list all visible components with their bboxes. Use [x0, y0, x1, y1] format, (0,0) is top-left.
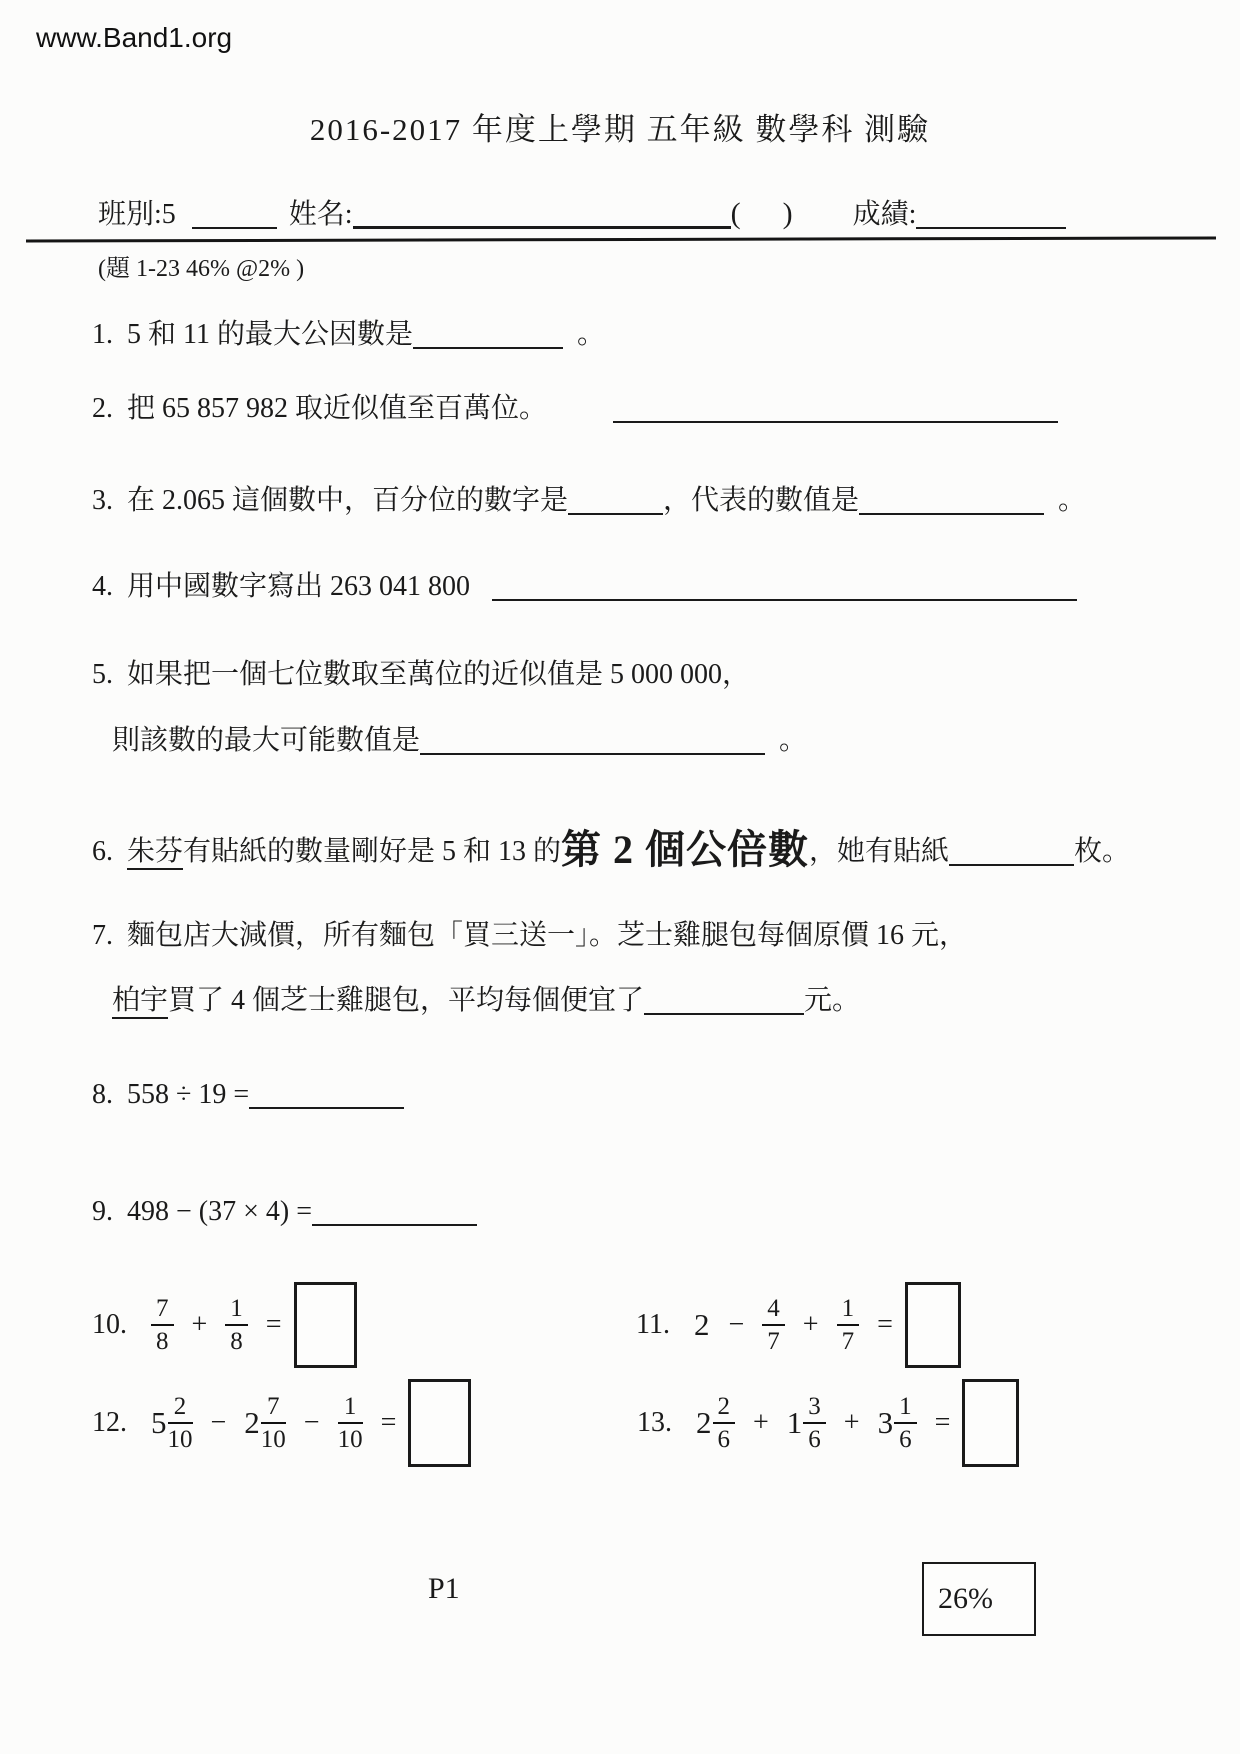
question-text: 買了 4 個芝士雞腿包，平均每個便宜了 [168, 985, 645, 1016]
answer-box [294, 1282, 357, 1368]
question-9 [92, 1193, 477, 1228]
question-text: 把 65 857 982 取近似值至百萬位。 [127, 393, 548, 424]
student-name-underlined: 柏宇 [112, 985, 168, 1019]
question-number: 5. [92, 659, 113, 690]
question-number: 6. [92, 836, 113, 867]
whole-number: 1 [786, 1405, 803, 1440]
numerator: 7 [151, 1296, 174, 1326]
fraction [168, 1394, 193, 1452]
denominator: 10 [167, 1426, 193, 1453]
denominator: 7 [767, 1328, 780, 1355]
equals-sign: = [877, 1309, 893, 1340]
score-weight-badge [922, 1562, 1036, 1636]
question-8 [92, 1076, 404, 1111]
question-text: 枚。 [1074, 836, 1131, 867]
question-13 [637, 1378, 1019, 1468]
denominator: 10 [260, 1426, 286, 1453]
question-4 [92, 564, 1077, 604]
question-text-bold: 第 2 個公倍數 [561, 827, 810, 872]
score-weight-value: 26% [938, 1582, 993, 1615]
question-text: ，代表的數值是 [663, 485, 860, 516]
whole-number: 2 [696, 1405, 712, 1440]
student-info-row [98, 192, 1180, 232]
question-text: 在 2.065 這個數中，百分位的數字是 [127, 485, 569, 516]
paren-close: ) [782, 197, 793, 230]
numerator: 1 [837, 1296, 860, 1326]
numerator: 1 [338, 1394, 363, 1424]
question-expression: 558 ÷ 19 = [127, 1079, 250, 1111]
marks-note: (題 1-23 46% @2% ) [98, 256, 305, 282]
answer-blank [413, 322, 563, 349]
fraction [713, 1394, 736, 1452]
equals-sign: = [380, 1407, 397, 1438]
period: 。 [576, 319, 605, 350]
question-number: 1. [92, 319, 113, 350]
equals-sign: = [934, 1407, 951, 1438]
period: 。 [779, 725, 808, 756]
equals-sign: = [265, 1309, 282, 1340]
fraction [894, 1394, 917, 1452]
whole-number: 3 [877, 1405, 894, 1440]
fraction [151, 1296, 174, 1354]
question-text: 有貼紙的數量剛好是 5 和 13 的 [183, 836, 562, 867]
whole-number: 2 [693, 1307, 710, 1342]
numerator: 1 [894, 1394, 917, 1424]
answer-box [962, 1379, 1019, 1467]
page-number: P1 [428, 1572, 460, 1605]
answer-blank [949, 839, 1074, 866]
fraction [261, 1394, 286, 1452]
mixed-number [878, 1394, 917, 1452]
answer-blank [312, 1199, 477, 1226]
numerator: 2 [168, 1394, 193, 1424]
name-blank [353, 201, 731, 229]
answer-blank [568, 488, 663, 515]
answer-box [905, 1282, 961, 1368]
score-blank [916, 202, 1066, 229]
question-2 [92, 386, 1058, 426]
question-3 [92, 478, 1086, 518]
mixed-number [696, 1394, 735, 1452]
answer-blank [613, 396, 1058, 423]
question-6 [92, 818, 1130, 875]
score-label: 成績: [852, 199, 917, 230]
numerator: 3 [803, 1394, 826, 1424]
period: 。 [1058, 485, 1087, 516]
answer-blank [492, 574, 1077, 601]
answer-blank [420, 728, 765, 755]
answer-box [408, 1379, 471, 1467]
operator: + [843, 1407, 860, 1438]
numerator: 2 [713, 1394, 736, 1424]
question-text: 如果把一個七位數取至萬位的近似值是 5 000 000， [127, 659, 751, 690]
question-12 [92, 1378, 471, 1468]
exam-title: 2016-2017 年度上學期 五年級 數學科 測驗 [309, 112, 931, 147]
question-5-line1 [92, 652, 750, 692]
question-number: 11. [636, 1309, 670, 1340]
operator: + [753, 1407, 769, 1438]
student-name-underlined: 朱芬 [127, 836, 183, 870]
question-number: 2. [92, 393, 113, 424]
denominator: 10 [337, 1426, 363, 1453]
question-expression: 498 − (37 × 4) = [127, 1196, 313, 1228]
numerator: 4 [762, 1296, 785, 1326]
operator: − [303, 1407, 320, 1438]
question-7-line1 [92, 913, 967, 953]
question-5-line2 [112, 718, 807, 758]
paren-open: ( [730, 197, 741, 230]
fraction [762, 1296, 785, 1354]
mixed-number [787, 1394, 826, 1452]
question-number: 9. [92, 1196, 113, 1228]
fraction [837, 1296, 860, 1354]
question-text: ，她有貼紙 [809, 836, 950, 867]
question-number: 3. [92, 485, 113, 516]
denominator: 6 [899, 1426, 912, 1453]
fraction [803, 1394, 826, 1452]
numerator: 7 [261, 1394, 286, 1424]
whole-number: 2 [244, 1405, 260, 1440]
question-number: 4. [92, 571, 113, 602]
class-label: 班別:5 [98, 199, 176, 230]
denominator: 6 [808, 1426, 821, 1453]
answer-blank [644, 988, 804, 1015]
answer-blank [859, 488, 1044, 515]
question-text: 5 和 11 的最大公因數是 [127, 319, 413, 350]
question-text: 用中國數字寫出 263 041 800 [127, 571, 471, 602]
operator: + [802, 1309, 819, 1340]
site-watermark: www.Band1.org [36, 22, 233, 53]
fraction [338, 1394, 363, 1452]
question-11 [636, 1280, 961, 1370]
numerator: 1 [225, 1296, 248, 1326]
denominator: 8 [156, 1328, 169, 1355]
question-text: 則該數的最大可能數值是 [112, 725, 421, 756]
whole-number: 5 [151, 1405, 167, 1440]
operator: + [191, 1309, 208, 1340]
question-number: 7. [92, 920, 113, 951]
denominator: 6 [717, 1426, 730, 1453]
mixed-number [151, 1394, 193, 1452]
answer-blank [249, 1082, 404, 1109]
question-7-line2 [112, 978, 860, 1018]
operator: − [210, 1407, 227, 1438]
denominator: 7 [841, 1328, 855, 1355]
class-blank [192, 202, 277, 229]
question-number: 12. [92, 1407, 127, 1438]
fraction [225, 1296, 248, 1354]
question-1 [92, 312, 605, 352]
question-number: 10. [92, 1309, 127, 1340]
denominator: 8 [230, 1328, 243, 1355]
name-label: 姓名: [288, 199, 353, 230]
question-10 [92, 1280, 357, 1370]
question-number: 13. [637, 1407, 672, 1438]
question-number: 8. [92, 1079, 113, 1111]
question-text: 元。 [804, 985, 861, 1016]
operator: − [728, 1309, 745, 1340]
header-divider [26, 236, 1216, 242]
mixed-number [244, 1394, 286, 1452]
question-text: 麵包店大減價，所有麵包「買三送一」。芝士雞腿包每個原價 16 元， [127, 920, 968, 951]
